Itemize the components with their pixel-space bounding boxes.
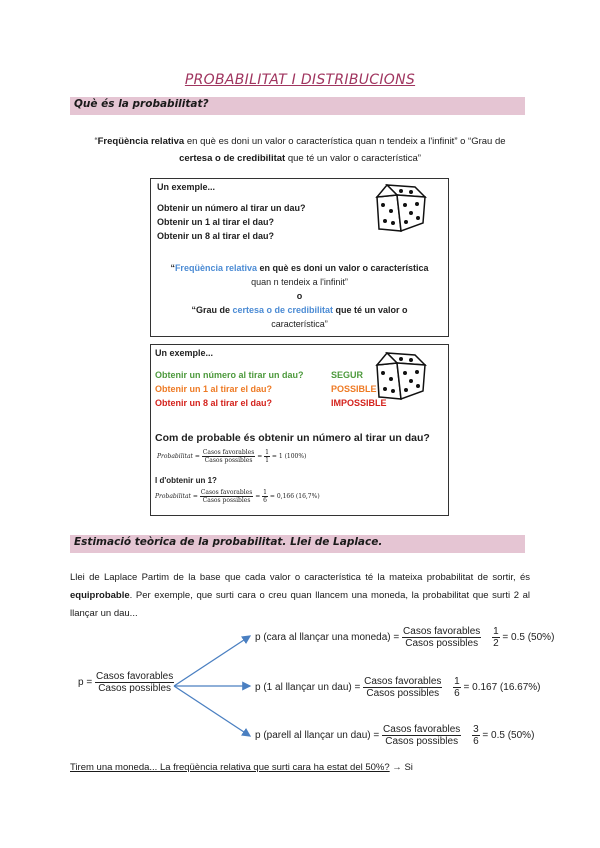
- formula-value-fraction: [492, 626, 500, 649]
- paragraph-text: Llei de Laplace Partim de la base que cada valor o característica té la mateixa probabilitat de sortir, és: [70, 572, 530, 583]
- definition-text-1: en què es doni un valor o característica quan n tendeix a l'infinit” o “Grau de: [184, 136, 506, 147]
- denominator: 6: [454, 688, 460, 699]
- definition-bold-2: certesa o de credibilitat: [179, 153, 286, 164]
- section-heading-laplace: [70, 535, 525, 553]
- formula-result: = 0.5 (50%): [502, 632, 555, 644]
- denominator: Casos possibles: [98, 683, 171, 694]
- formula-value-fraction: [262, 489, 268, 504]
- example-line-sure: Obtenir un número al tirar un dau?: [155, 370, 304, 380]
- formula-result: = 0.5 (50%): [482, 730, 535, 742]
- question-text: Tirem una moneda... La freqüència relativa que surti cara ha estat del 50%?: [70, 762, 390, 773]
- example-line: Obtenir un 1 al tirar el dau?: [157, 217, 275, 227]
- slide-definition-line-4: característica”: [271, 319, 328, 329]
- laplace-formula: [78, 671, 174, 694]
- numerator: Casos favorables: [202, 449, 255, 456]
- formula-one: [155, 489, 320, 504]
- denominator: Casos possibles: [204, 457, 253, 464]
- denominator: 2: [493, 638, 499, 649]
- formula-value-fraction: [264, 449, 270, 464]
- example-line-impossible: Obtenir un 8 al tirar el dau?: [155, 398, 273, 408]
- highlight-term: certesa o de credibilitat: [232, 305, 334, 315]
- formula-value-fraction: [472, 724, 480, 747]
- formula-lhs: Probabilitat =: [157, 453, 200, 460]
- branch-label: p (1 al llançar un dau) =: [255, 682, 361, 694]
- quote-mark: “: [170, 263, 175, 273]
- section-heading-text: Estimació teòrica de la probabilitat. Llei de Laplace.: [74, 536, 383, 548]
- denominator: 6: [473, 736, 479, 747]
- branch-coin: [255, 626, 554, 649]
- formula-fraction: [202, 449, 255, 464]
- formula-result: = 1 (100%): [271, 453, 307, 460]
- formula-certain: [157, 449, 306, 464]
- slide-text: en què es doni un valor o característica: [256, 263, 429, 273]
- question-answer: → Si: [389, 762, 413, 773]
- example-heading: Un exemple...: [157, 182, 216, 192]
- answer-sure: SEGUR: [331, 370, 364, 380]
- page-title: PROBABILITAT I DISTRIBUCIONS: [184, 72, 416, 88]
- formula-result: = 0.167 (16.67%): [463, 682, 541, 694]
- numerator: Casos favorables: [403, 626, 481, 637]
- laplace-arrows: [170, 630, 260, 742]
- denominator: Casos possibles: [385, 736, 459, 747]
- definition-text-2: que té un valor o característica”: [285, 153, 421, 164]
- denominator: 6: [263, 497, 267, 504]
- slide-definition-line-2: quan n tendeix a l'infinit”: [251, 277, 348, 287]
- slide-definition-line-1: [151, 263, 448, 273]
- numerator: Casos favorables: [200, 489, 253, 496]
- branch-label: p (parell al llançar un dau) =: [255, 730, 380, 742]
- numerator: 3: [473, 724, 479, 735]
- paragraph-text: . Per exemple, que surti cara o creu quan llancem una moneda, la probabilitat que surti: [129, 590, 511, 601]
- answer-impossible: IMPOSSIBLE: [331, 398, 387, 408]
- branch-label: p (cara al llançar una moneda) =: [255, 632, 400, 644]
- paragraph-bold: equiprobable: [70, 590, 130, 601]
- slide-definition-line-3: [151, 305, 448, 315]
- answer-possible: POSSIBLE: [331, 384, 377, 394]
- formula-fraction: [200, 489, 253, 504]
- numerator: 1: [493, 626, 499, 637]
- denominator: Casos possibles: [405, 638, 479, 649]
- denominator: Casos possibles: [366, 688, 440, 699]
- dice-icon: [371, 351, 427, 403]
- arrow-coin: [174, 636, 250, 686]
- numerator: Casos favorables: [383, 724, 461, 735]
- numerator: Casos favorables: [95, 671, 174, 682]
- example-slide-1: [150, 178, 449, 337]
- formula-lhs: Probabilitat =: [155, 493, 198, 500]
- formula-lhs: p =: [78, 677, 93, 689]
- numerator: Casos favorables: [364, 676, 442, 687]
- example-line-possible: Obtenir un 1 al tirar el dau?: [155, 384, 273, 394]
- probability-definition: [70, 133, 530, 167]
- numerator: 1: [454, 676, 460, 687]
- formula-fraction: [95, 671, 174, 694]
- slide-text: “Grau de: [191, 305, 233, 315]
- branch-one: [255, 676, 541, 699]
- slide-subquestion: I d'obtenir un 1?: [155, 476, 217, 485]
- section-heading-text: Què és la probabilitat?: [74, 98, 209, 110]
- coin-question: [70, 762, 413, 773]
- example-slide-2: [150, 344, 449, 516]
- dice-icon: [371, 183, 427, 235]
- formula-result: = 0,166 (16,7%): [269, 493, 320, 500]
- denominator: Casos possibles: [202, 497, 251, 504]
- paragraph-text: 2 al llançar un dau...: [70, 590, 530, 619]
- formula-fraction: [363, 676, 442, 699]
- formula-fraction: [382, 724, 461, 747]
- slide-or: o: [296, 291, 303, 301]
- definition-bold-1: Freqüència relativa: [97, 136, 185, 147]
- quote-mark: “: [94, 136, 98, 147]
- example-line: Obtenir un número al tirar un dau?: [157, 203, 306, 213]
- slide-text: que té un valor o: [333, 305, 408, 315]
- formula-fraction: [402, 626, 481, 649]
- formula-value-fraction: [453, 676, 461, 699]
- numerator: 1: [265, 449, 269, 456]
- section-heading-probability: [70, 97, 525, 115]
- arrow-even: [174, 686, 250, 736]
- example-line: Obtenir un 8 al tirar el dau?: [157, 231, 275, 241]
- denominator: 1: [265, 457, 269, 464]
- slide-question: Com de probable és obtenir un número al tirar un dau?: [155, 432, 430, 444]
- branch-even: [255, 724, 534, 747]
- highlight-term: Freqüència relativa: [174, 263, 257, 273]
- example-heading: Un exemple...: [155, 348, 214, 358]
- laplace-paragraph: [70, 569, 530, 623]
- numerator: 1: [263, 489, 267, 496]
- equals: =: [255, 493, 261, 500]
- equals: =: [257, 453, 263, 460]
